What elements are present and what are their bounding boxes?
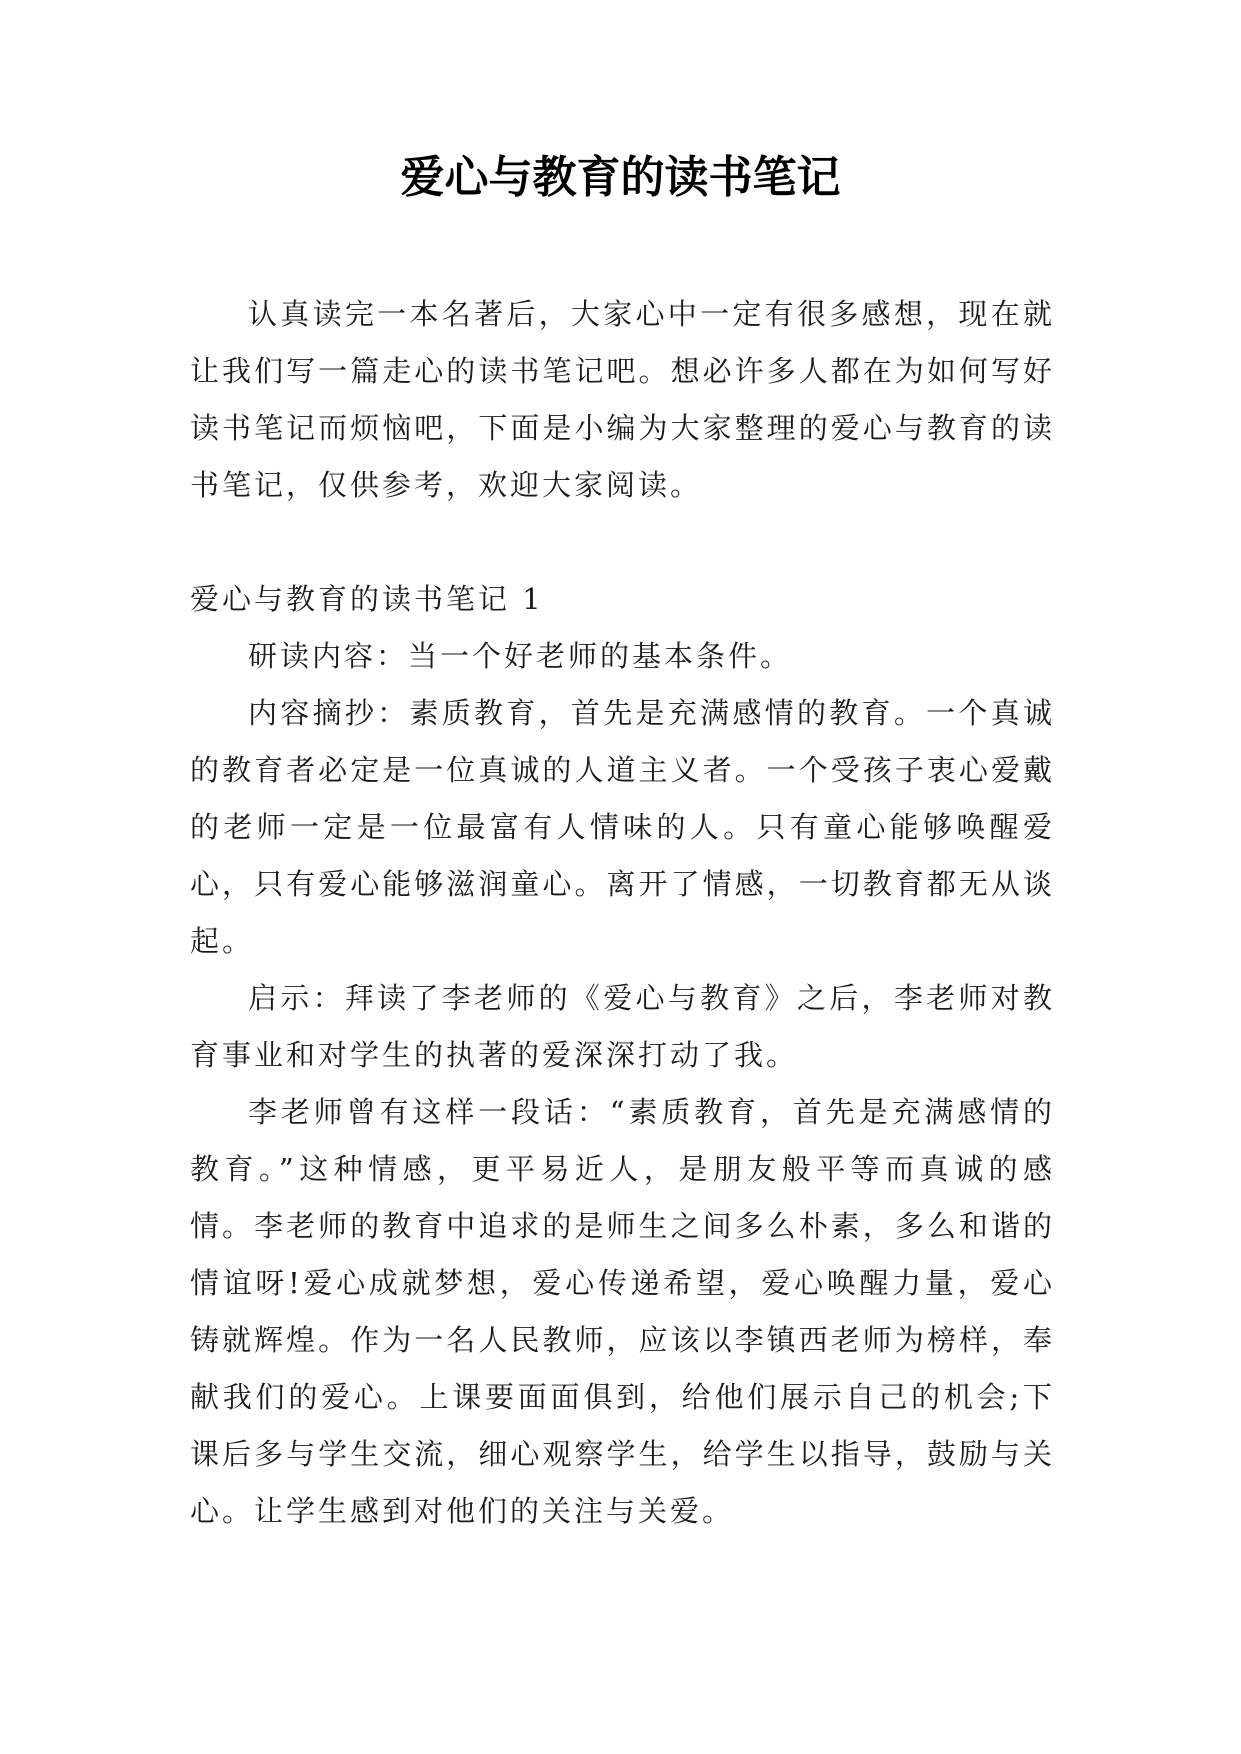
document-title: 爱心与教育的读书笔记 bbox=[400, 152, 841, 203]
paragraph-research-content: 研读内容：当一个好老师的基本条件。 bbox=[248, 639, 793, 673]
section-heading: 爱心与教育的读书笔记 1 bbox=[190, 582, 544, 616]
intro-paragraph: 认真读完一本名著后，大家心中一定有很多感想，现在就让我们写一篇走心的读书笔记吧。想必许多人都在为如何写好读书笔记而烦恼吧，下面是小编为大家整理的爱心与教育的读书笔记，仅供参考，欢迎大家阅读。 bbox=[190, 297, 1055, 502]
paragraph-spacer bbox=[190, 514, 1055, 571]
paragraph-excerpt: 内容摘抄：素质教育，首先是充满感情的教育。一个真诚的教育者必定是一位真诚的人道主义者。一个受孩子衷心爱戴的老师一定是一位最富有人情味的人。只有童心能够唤醒爱心，只有爱心能够滋润童心。离开了情感，一切教育都无从谈起。 bbox=[190, 696, 1055, 958]
paragraph-inspiration: 启示：拜读了李老师的《爱心与教育》之后，李老师对教育事业和对学生的执著的爱深深打动了我。 bbox=[190, 981, 1055, 1072]
document-body bbox=[190, 286, 1055, 1540]
paragraph-reflection: 李老师曾有这样一段话：“素质教育，首先是充满感情的教育。”这种情感，更平易近人，是朋友般平等而真诚的感情。李老师的教育中追求的是师生之间多么朴素，多么和谐的情谊呀!爱心成就梦想，爱心传递希望，爱心唤醒力量，爱心铸就辉煌。作为一名人民教师，应该以李镇西老师为榜样，奉献我们的爱心。上课要面面俱到，给他们展示自己的机会;下课后多与学生交流，细心观察学生，给学生以指导，鼓励与关心。让学生感到对他们的关注与关爱。 bbox=[190, 1095, 1055, 1528]
